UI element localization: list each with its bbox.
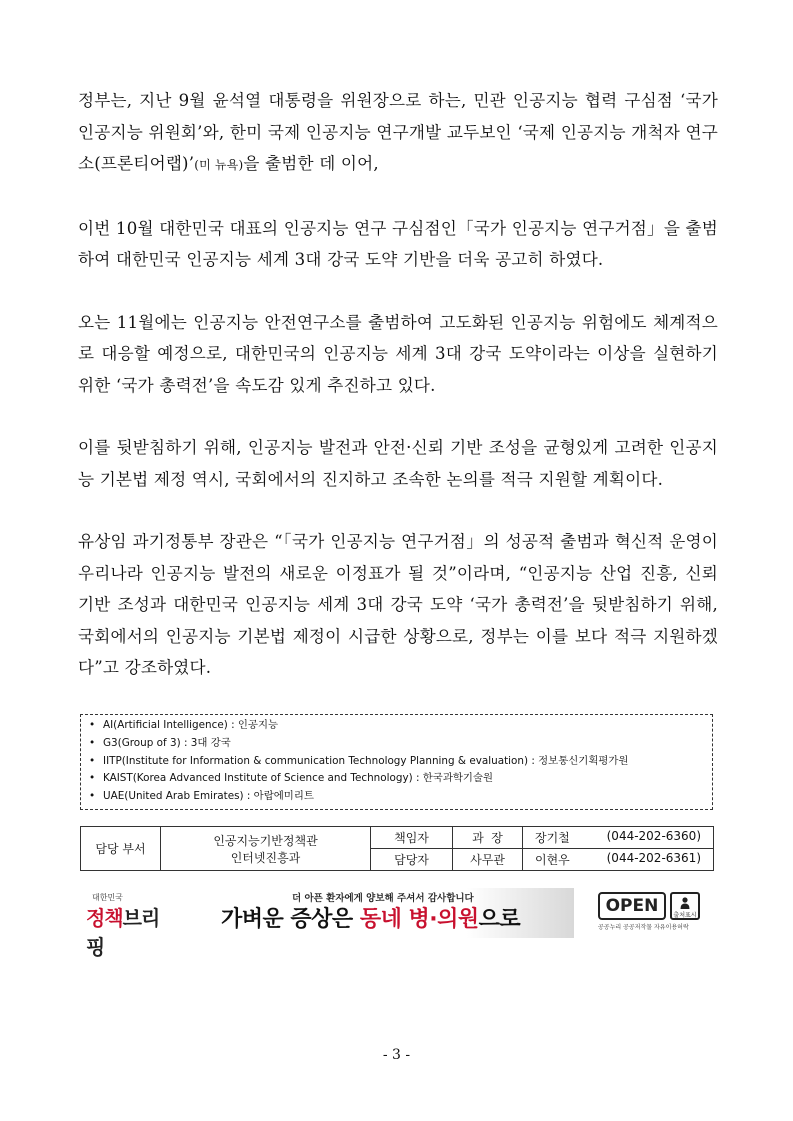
- paragraph-1-tail: 을 출범한 데 이어,: [243, 154, 379, 173]
- ad-main-text: [221, 902, 520, 933]
- contact-title: 과 장: [453, 827, 523, 849]
- paragraph-4: 이를 뒷받침하기 위해, 인공지능 발전과 안전·신뢰 기반 조성을 균형있게 고려한 인공지능 기본법 제정 역시, 국회에서의 진지하고 조속한 논의를 적극 지원할 계획이다.: [78, 438, 718, 489]
- ad-main-part-1: 가벼운 증상은: [221, 907, 360, 932]
- contact-phone: (044-202-6361): [606, 851, 701, 865]
- dept-label: 담당 부서: [81, 827, 161, 871]
- campaign-ad[interactable]: [217, 888, 574, 938]
- kogl-open-logo[interactable]: [598, 892, 714, 932]
- contact-table: [80, 826, 714, 871]
- logo-wordmark: [86, 902, 176, 960]
- glossary-item: • KAIST(Korea Advanced Institute of Science and Technology) : 한국과학기술원: [89, 770, 704, 788]
- contact-person: [523, 827, 714, 849]
- glossary-item: • IITP(Institute for Information & communication Technology Planning & evaluation) : 정보통신기획평가원: [89, 753, 704, 771]
- dept-name: [161, 827, 371, 871]
- table-row: [81, 827, 714, 849]
- ad-main-highlight: 동네 병·의원: [359, 907, 479, 932]
- footer-banner: [80, 888, 716, 959]
- paragraph-1: [78, 85, 718, 182]
- dept-line: 인공지능기반정책관: [213, 833, 318, 848]
- policy-briefing-logo[interactable]: [80, 892, 176, 959]
- ad-top-text: 더 아픈 환자에게 양보해 주셔서 감사합니다: [292, 893, 474, 904]
- paragraph-3: 오는 11월에는 인공지능 안전연구소를 출범하여 고도화된 인공지능 위험에도 체계적으로 대응할 예정으로, 대한민국의 인공지능 세계 3대 강국 도약이라는 이상을 실현하기 위한 ‘국가 총력전’을 속도감 있게 추진하고 있다.: [78, 312, 718, 395]
- logo-part-2: 브리핑: [86, 906, 160, 959]
- paragraph-2: 이번 10월 대한민국 대표의 인공지능 연구 구심점인「국가 인공지능 연구거점」을 출범하여 대한민국 인공지능 세계 3대 강국 도약 기반을 더욱 공고히 하였다.: [78, 218, 718, 269]
- contact-title: 사무관: [453, 849, 523, 871]
- contact-role: 담당자: [371, 849, 453, 871]
- contact-phone: (044-202-6360): [606, 829, 701, 843]
- contact-name: 장기철: [535, 831, 570, 845]
- glossary-item: • AI(Artificial Intelligence) : 인공지능: [89, 717, 704, 735]
- body-text: [78, 85, 718, 715]
- contact-person: [523, 849, 714, 871]
- contact-name: 이현우: [535, 853, 570, 867]
- logo-part-1: 정책: [86, 906, 123, 930]
- dept-line: 인터넷진흥과: [230, 850, 301, 865]
- glossary-item: • G3(Group of 3) : 3대 강국: [89, 735, 704, 753]
- glossary-item: • UAE(United Arab Emirates) : 아랍에미리트: [89, 788, 704, 806]
- glossary-list: [89, 717, 704, 806]
- contact-role: 책임자: [371, 827, 453, 849]
- attribution-label: 출처표시: [673, 912, 697, 919]
- logo-caption: 대한민국: [92, 893, 123, 902]
- paragraph-1-lead: 정부는, 지난 9월 윤석열 대통령을 위원장으로 하는, 민관 인공지능 협력 구심점 ‘국가 인공지능 위원회’와, 한미 국제 인공지능 연구개발 교두보인 ‘국제 인공지능 개척자 연구소(프론티어랩)’: [78, 91, 718, 173]
- attribution-badge: [670, 892, 700, 920]
- paragraph-1-note: (미 뉴욕): [194, 158, 244, 172]
- paragraph-5: 유상임 과기정통부 장관은 “「국가 인공지능 연구거점」의 성공적 출범과 혁신적 운영이 우리나라 인공지능 발전의 새로운 이정표가 될 것”이라며, “인공지능 산업 진흥, 신뢰 기반 조성과 대한민국 인공지능 세계 3대 강국 도약 ‘국가 총력전’을 뒷받침하기 위해, 국회에서의 인공지능 기본법 제정이 시급한 상황으로, 정부는 이를 보다 적극 지원하겠다”고 강조하였다.: [78, 532, 718, 677]
- page-number: - 3 -: [382, 1047, 411, 1063]
- open-wordmark: OPEN: [598, 892, 666, 920]
- ad-main-part-3: 으로: [478, 907, 521, 932]
- person-icon: [680, 897, 690, 909]
- open-caption: 공공누리 공공저작물 자유이용허락: [598, 924, 689, 931]
- glossary-box: [80, 714, 713, 810]
